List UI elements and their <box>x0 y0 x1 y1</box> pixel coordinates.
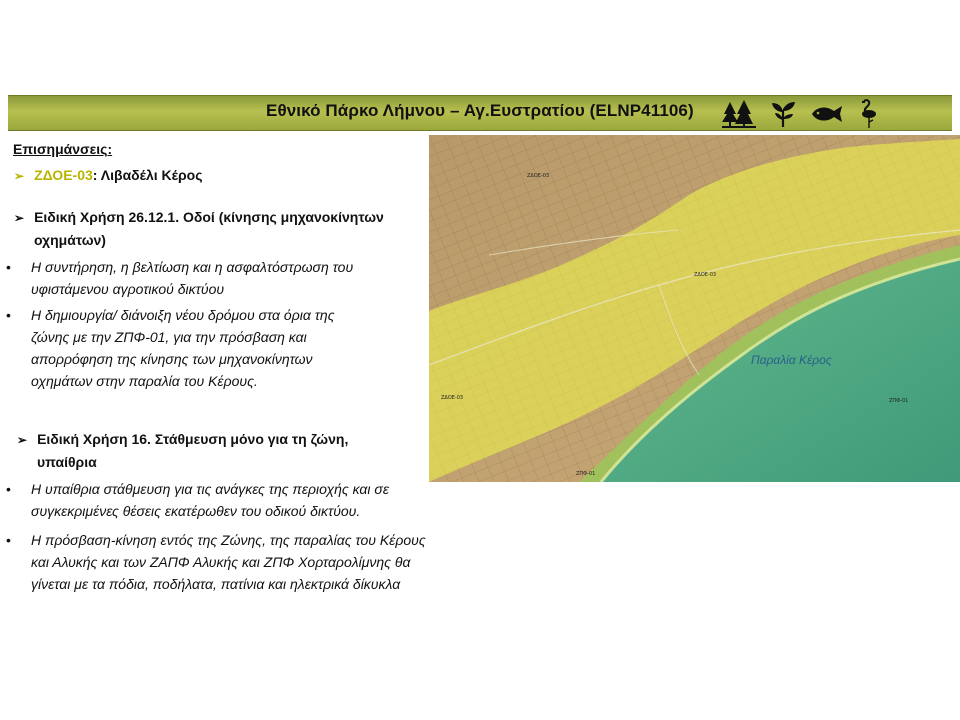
flamingo-icon <box>858 99 878 129</box>
list-item <box>6 304 335 392</box>
banner-title: Εθνικό Πάρκο Λήμνου – Αγ.Ευστρατίου (ELNP41106) <box>266 101 694 120</box>
bullet-line: Η συντήρηση, η βελτίωση και η ασφαλτόστρωση του <box>31 259 354 275</box>
section-title-line: Ειδική Χρήση 26.12.1. Οδοί (κίνησης μηχανοκίνητων <box>34 209 384 225</box>
bullet-line: και Αλυκής και των ΖΑΠΦ Αλυκής και ΖΠΦ Χορταρολίμνης θα <box>31 554 411 570</box>
bullet-line: Η πρόσβαση-κίνηση εντός της Ζώνης, της παραλίας του Κέρους <box>31 532 426 548</box>
notes-heading <box>13 141 112 157</box>
map-zone-label: ΖΔΟΕ-03 <box>527 173 550 179</box>
bullet-icon: • <box>6 259 11 275</box>
list-item <box>6 256 353 300</box>
aerial-map <box>429 135 960 482</box>
map-zone-label: ΖΠΦ-01 <box>576 471 596 477</box>
arrow-bullet-icon: ➢ <box>14 211 25 225</box>
bullet-line: ζώνης με την ΖΠΦ-01, για την πρόσβαση και <box>31 329 307 345</box>
bullet-icon: • <box>6 307 11 323</box>
list-item <box>6 478 389 522</box>
list-item <box>6 529 426 595</box>
bullet-icon: • <box>6 481 11 497</box>
section-title <box>17 428 348 473</box>
bullet-line: Η δημιουργία/ διάνοιξη νέου δρόμου στα όρια της <box>31 307 335 323</box>
trees-icon <box>722 100 756 128</box>
notes-heading-text: Επισημάνσεις <box>13 141 108 157</box>
section-title-line: Ειδική Χρήση 16. Στάθμευση μόνο για τη ζώνη, <box>37 431 349 447</box>
beach-label: Παραλία Κέρος <box>751 353 832 367</box>
map-zone-label: ΖΔΟΕ-03 <box>441 395 464 401</box>
map-zone-label: ΖΔΟΕ-03 <box>694 272 717 278</box>
bullet-line: απορρόφηση της κίνησης των μηχανοκίνητων <box>31 351 313 367</box>
bullet-line: γίνεται με τα πόδια, ποδήλατα, πατίνια και ηλεκτρικά δίκυκλα <box>31 576 401 592</box>
bullet-line: υφιστάμενου αγροτικού δικτύου <box>31 281 225 297</box>
bullet-line: Η υπαίθρια στάθμευση για τις ανάγκες της περιοχής και σε <box>31 481 389 497</box>
bullet-icon: • <box>6 532 11 548</box>
plant-icon <box>770 100 796 128</box>
section-title <box>14 206 384 251</box>
title-banner <box>8 95 952 131</box>
notes-heading-colon: : <box>107 141 113 157</box>
bullet-line: συγκεκριμένες θέσεις εκατέρωθεν του οδικού δικτύου. <box>31 503 361 519</box>
fish-icon <box>810 104 844 124</box>
section-title-line: υπαίθρια <box>37 454 97 470</box>
bullet-line: οχημάτων στην παραλία του Κέρους. <box>31 373 258 389</box>
zone-code: ΖΔΟΕ-03 <box>34 167 93 183</box>
section-title-line: οχημάτων) <box>34 232 106 248</box>
zone-name: : Λιβαδέλι Κέρος <box>92 167 203 183</box>
arrow-bullet-icon: ➢ <box>17 433 28 447</box>
map-zone-label: ΖΠΦ-01 <box>889 398 909 404</box>
arrow-bullet-icon: ➢ <box>14 169 25 183</box>
zone-line <box>14 167 202 183</box>
banner-icons <box>722 98 878 130</box>
